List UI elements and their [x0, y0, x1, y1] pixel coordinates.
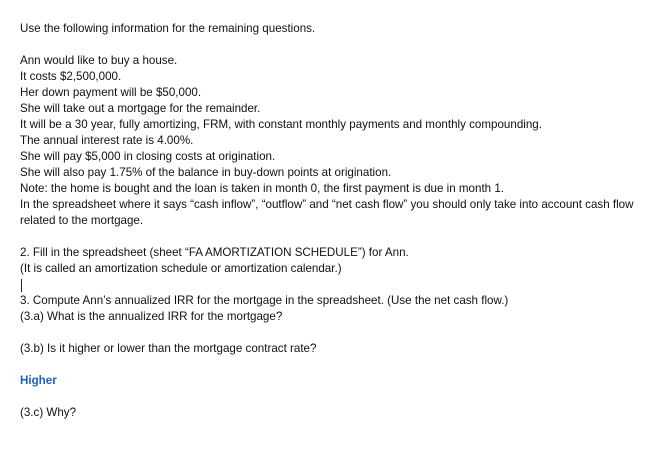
- question-3: 3. Compute Ann’s annualized IRR for the mortgage in the spreadsheet. (Use the net cash flow.): [20, 294, 509, 307]
- spacer: [20, 37, 660, 53]
- question-2: 2. Fill in the spreadsheet (sheet “FA AMORTIZATION SCHEDULE”) for Ann.: [20, 246, 409, 259]
- fact-line: The annual interest rate is 4.00%.: [20, 134, 194, 147]
- question-2-note: (It is called an amortization schedule or amortization calendar.): [20, 262, 342, 275]
- fact-line: In the spreadsheet where it says “cash inflow”, “outflow” and “net cash flow” you should only take into account cash flow related to the mortgage.: [20, 198, 634, 227]
- fact-line: She will also pay 1.75% of the balance in buy-down points at origination.: [20, 166, 392, 179]
- fact-line: It will be a 30 year, fully amortizing, FRM, with constant monthly payments and monthly compounding.: [20, 118, 542, 131]
- fact-line: She will pay $5,000 in closing costs at origination.: [20, 150, 276, 163]
- spacer: [20, 325, 660, 341]
- question-3a: (3.a) What is the annualized IRR for the mortgage?: [20, 310, 283, 323]
- fact-line: Note: the home is bought and the loan is taken in month 0, the first payment is due in month 1.: [20, 182, 505, 195]
- text-cursor[interactable]: [21, 279, 22, 292]
- spacer: [20, 389, 660, 405]
- question-3c: (3.c) Why?: [20, 406, 77, 419]
- intro-text: Use the following information for the remaining questions.: [20, 22, 316, 35]
- fact-line: Her down payment will be $50,000.: [20, 86, 202, 99]
- document-body: [20, 21, 660, 421]
- spacer: [20, 229, 660, 245]
- fact-line: Ann would like to buy a house.: [20, 54, 178, 67]
- fact-line: It costs $2,500,000.: [20, 70, 122, 83]
- fact-line: She will take out a mortgage for the remainder.: [20, 102, 261, 115]
- facts-block: [20, 53, 660, 229]
- question-3b: (3.b) Is it higher or lower than the mortgage contract rate?: [20, 342, 317, 355]
- spacer: [20, 357, 660, 373]
- answer-3b: Higher: [20, 374, 57, 387]
